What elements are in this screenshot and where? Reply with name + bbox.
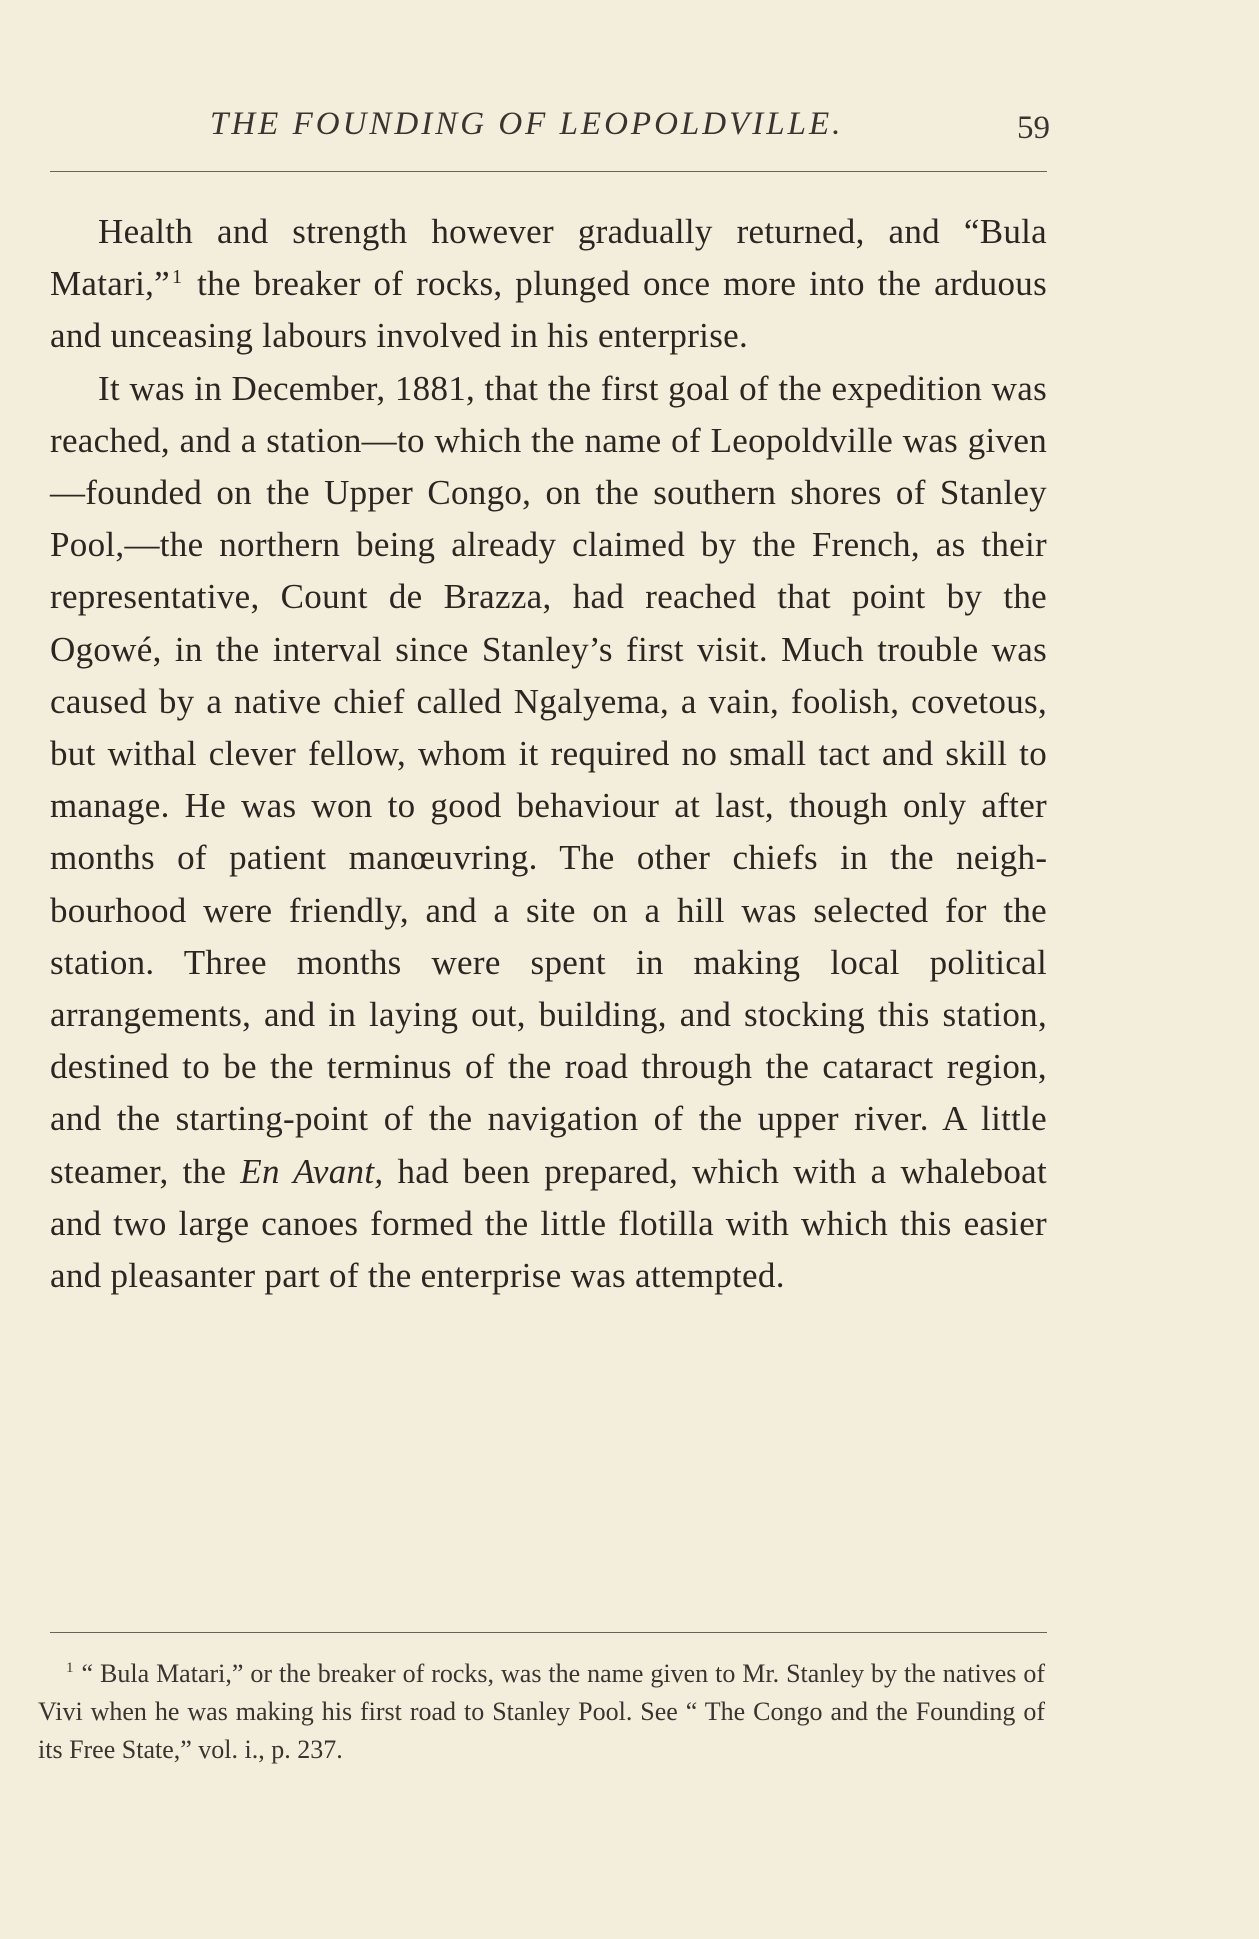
- paragraph-2-text-b: had been prepared, which with a whaleboat and two large canoes formed the little flotilla with which this easier and pleasanter part of the enterprise was attempted.: [50, 1151, 1048, 1296]
- footnote-rule: [50, 1632, 1047, 1633]
- paragraph-2-text-a: It was in December, 1881, that the first goal of the expedition was reached, and a station—to which the name of Leopoldville was given—founded on the Upper Congo, on the southern shores of Stanley Pool,—the northern being already claimed by the French, as their representative, Count de Brazza, had reached that point by the Ogowé, in the interval since Stanley’s first visit. Much trouble was caused by a native chief called Ngalyema, a vain, foolish, covetous, but withal clever fellow, whom it required no small tact and skill to manage. He was won to good behaviour at last, though only after months of patient manœuvring. The other chiefs in the neighbourhood were friendly, and a site on a hill was selected for the station. Three months were spent in making local political arrangements, and in laying out, building, and stocking this station, destined to be the terminus of the road through the cataract region, and the starting-point of the navigation of the upper river. A little steamer, the: [50, 368, 1047, 1191]
- paragraph-2: [50, 363, 1047, 1303]
- header-rule: [50, 171, 1047, 172]
- page-number: 59: [1017, 110, 1050, 146]
- footnote-paragraph: [38, 1655, 1045, 1769]
- footnote-marker: 1: [66, 1660, 74, 1676]
- paragraph-1-text-a: Health and strength however gradually returned, and “Bula Matari,”: [50, 212, 1047, 304]
- paragraph-1: [50, 206, 1047, 363]
- footnote-text: “ Bula Matari,” or the breaker of rocks, was the name given to Mr. Stanley by the natives of Vivi when he was making his first road to Stanley Pool. See “ The Congo and the Founding of its Free State,” vol. i., p. 237.: [38, 1659, 1045, 1764]
- paragraph-1-text-b: the breaker of rocks, plunged once more into the arduous and unceasing labours involved in his enterprise.: [50, 264, 1047, 356]
- footnote: [38, 1655, 1045, 1769]
- body-text: [50, 206, 1047, 1302]
- running-head: [50, 100, 1050, 160]
- footnote-reference[interactable]: 1: [171, 266, 183, 289]
- ship-name: En Avant,: [240, 1151, 384, 1191]
- running-title: THE FOUNDING OF LEOPOLDVILLE.: [210, 106, 844, 142]
